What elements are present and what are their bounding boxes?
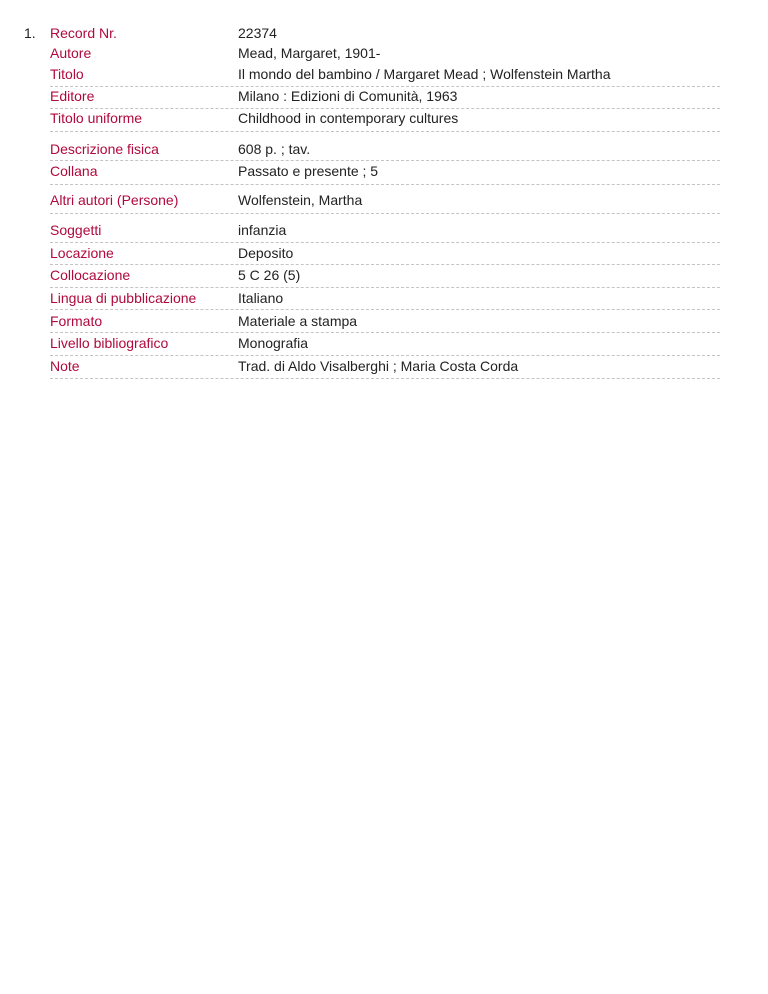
row-divider: [50, 242, 720, 243]
field-row-locazione: [50, 244, 720, 262]
field-label: Collocazione: [50, 267, 131, 283]
field-label: Autore: [50, 45, 92, 61]
field-value: 5 C 26 (5): [238, 267, 301, 283]
field-row-autore: [50, 44, 720, 62]
field-value: Deposito: [238, 245, 294, 261]
field-row-note: [50, 357, 720, 375]
field-label: Editore: [50, 88, 95, 104]
field-value[interactable]: Mead, Margaret, 1901-: [238, 45, 381, 61]
field-value[interactable]: Wolfenstein, Martha: [238, 192, 363, 208]
field-row-titolo-uniforme: [50, 109, 720, 127]
row-divider: [50, 160, 720, 161]
field-value[interactable]: infanzia: [238, 222, 287, 238]
field-row-editore: [50, 87, 720, 105]
field-label: Soggetti: [50, 222, 102, 238]
row-divider: [50, 332, 720, 333]
field-row-record-nr: [50, 24, 720, 42]
field-label: Lingua di pubblicazione: [50, 290, 197, 306]
row-divider: [50, 264, 720, 265]
field-value: Trad. di Aldo Visalberghi ; Maria Costa Corda: [238, 358, 519, 374]
field-label: Altri autori (Persone): [50, 192, 179, 208]
field-value[interactable]: Childhood in contemporary cultures: [238, 110, 459, 126]
field-row-formato: [50, 312, 720, 330]
record-index: 1.: [24, 25, 36, 41]
field-value: 22374: [238, 25, 277, 41]
field-label: Titolo: [50, 66, 84, 82]
row-divider: [50, 355, 720, 356]
row-divider: [50, 184, 720, 185]
field-label: Descrizione fisica: [50, 141, 159, 157]
row-divider: [50, 309, 720, 310]
field-label: Formato: [50, 313, 103, 329]
field-value: 608 p. ; tav.: [238, 141, 311, 157]
field-label: Livello bibliografico: [50, 335, 169, 351]
field-label: Collana: [50, 163, 98, 179]
field-row-titolo: [50, 65, 720, 83]
field-value[interactable]: Passato e presente ; 5: [238, 163, 379, 179]
field-row-collocazione: [50, 266, 720, 284]
field-label: Locazione: [50, 245, 114, 261]
field-label: Note: [50, 358, 80, 374]
field-label: Titolo uniforme: [50, 110, 143, 126]
field-value: Monografia: [238, 335, 309, 351]
field-value: Il mondo del bambino / Margaret Mead ; Wolfenstein Martha: [238, 66, 611, 82]
field-row-livello-bibliografico: [50, 334, 720, 352]
field-row-lingua: [50, 289, 720, 307]
row-divider: [50, 213, 720, 214]
field-row-altri-autori: [50, 191, 720, 209]
field-value: Milano : Edizioni di Comunità, 1963: [238, 88, 458, 104]
field-value: Italiano: [238, 290, 284, 306]
row-divider: [50, 131, 720, 132]
field-row-soggetti: [50, 221, 720, 239]
field-value: Materiale a stampa: [238, 313, 358, 329]
field-label: Record Nr.: [50, 25, 117, 41]
field-row-collana: [50, 162, 720, 180]
row-divider: [50, 378, 720, 379]
row-divider: [50, 287, 720, 288]
field-row-descrizione-fisica: [50, 140, 720, 158]
